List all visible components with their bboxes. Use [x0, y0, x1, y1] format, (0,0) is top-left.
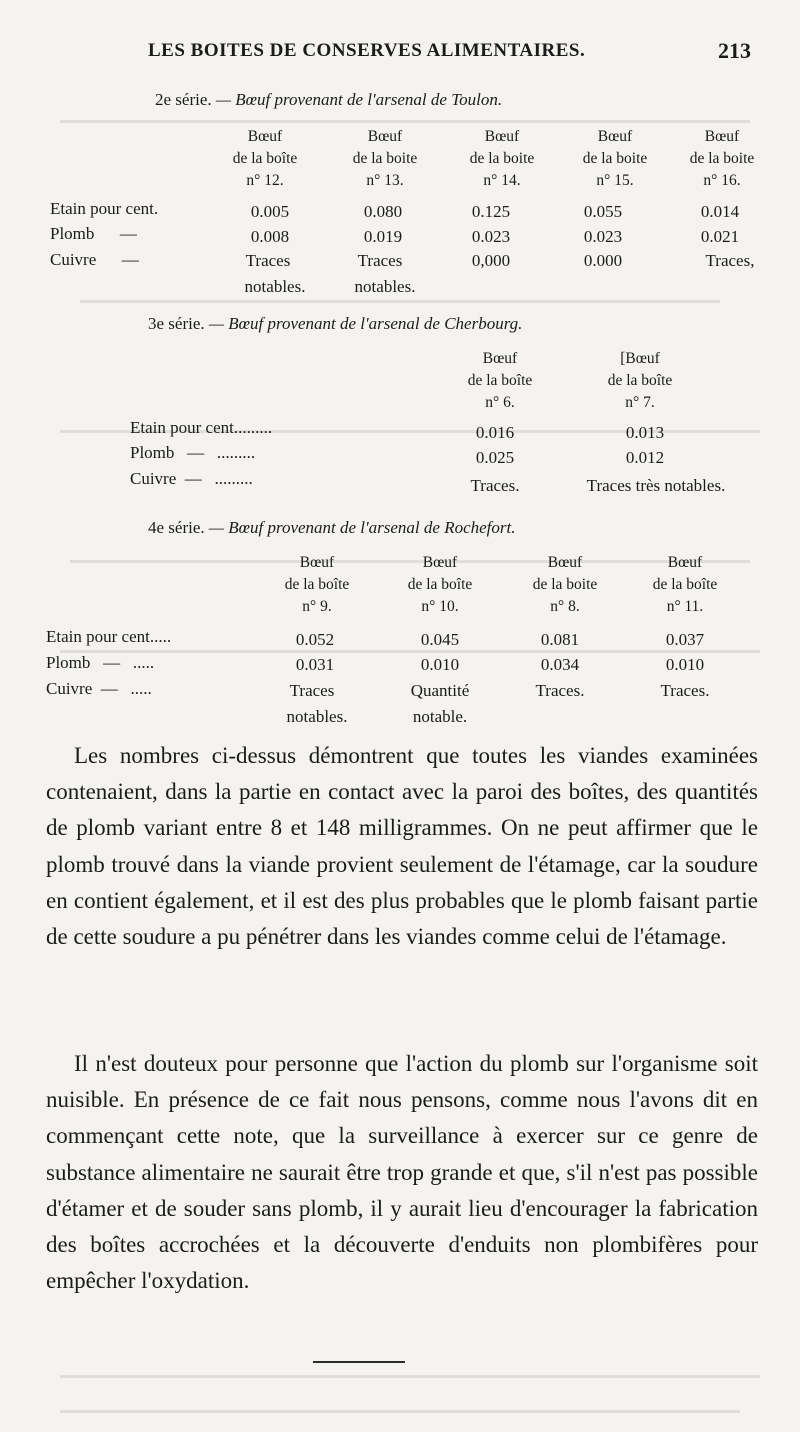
series2-title-text: — Bœuf provenant de l'arsenal de Toulon. — [211, 90, 503, 109]
series4-cell: 0.052 — [295, 630, 335, 649]
series2-cell: 0.014 — [700, 202, 740, 221]
series3-cell: Traces très notables. — [586, 476, 726, 495]
series2-cell: Traces — [357, 251, 403, 270]
body-paragraph-1: Les nombres ci-dessus démontrent que toutes les viandes examinées contenaient, dans la partie en contact avec la paroi des boîtes, des quantités de plomb variant entre 8 et 148 milligrammes. On ne peut affirmer que le plomb trouvé dans la viande provient seulement de l'étamage, car la soudure en contient également, et il est des plus probables que le plomb faisant partie de cette soudure a pu pénétrer dans les viandes comme celui de l'étamage. — [46, 743, 758, 950]
series3-col-2: [Bœuf de la boîte n° 7. — [607, 350, 673, 411]
series2-cell: 0.008 — [250, 227, 290, 246]
series4-title-num: 4e série. — [148, 518, 205, 537]
series4-title — [148, 518, 516, 538]
series4-col-2: Bœuf de la boîte n° 10. — [407, 554, 473, 615]
series2-cell: 0.000 — [583, 251, 623, 270]
series2-cell: 0.005 — [250, 202, 290, 221]
series4-cell: notables. — [286, 707, 348, 726]
series2-title-num: 2e série. — [155, 90, 212, 109]
series4-cell: Traces. — [535, 681, 585, 700]
end-rule — [313, 1361, 405, 1363]
page-number: 213 — [718, 38, 751, 63]
series3-row-label-tin: Etain pour cent......... — [130, 418, 273, 437]
series2-cell: 0.055 — [583, 202, 623, 221]
series2-cell: notables. — [354, 277, 416, 296]
series3-cell: 0.016 — [475, 423, 515, 442]
series4-cell: 0.010 — [420, 655, 460, 674]
series2-cell: 0.023 — [583, 227, 623, 246]
series2-row-label-copper: Cuivre — — [50, 250, 139, 269]
series3-row-label-copper: Cuivre — ......... — [130, 469, 253, 488]
series2-col-1: Bœuf de la boîte n° 12. — [232, 128, 298, 189]
series2-row-label-lead: Plomb — — [50, 224, 137, 243]
body-paragraph-2: Il n'est douteux pour personne que l'action du plomb sur l'organisme soit nuisible. En présence de ce fait nous pensons, comme nous l'avons dit en commençant cette note, que la surveillance à exercer sur ce genre de substance alimentaire ne saurait être trop grande et que, s'il n'est pas possible d'étamer et de souder sans plomb, il y aurait lieu d'encourager la fabrication des boîtes accrochées et la découverte d'enduits non plombifères pour empêcher l'oxydation. — [46, 1051, 758, 1294]
series4-col-4: Bœuf de la boîte n° 11. — [652, 554, 718, 615]
series3-col-1: Bœuf de la boîte n° 6. — [467, 350, 533, 411]
series2-cell: 0.080 — [363, 202, 403, 221]
series2-col-4: Bœuf de la boite n° 15. — [582, 128, 648, 189]
series4-cell: 0.034 — [540, 655, 580, 674]
series2-cell: notables. — [244, 277, 306, 296]
series3-row-label-lead: Plomb — ......... — [130, 443, 256, 462]
series2-cell: 0.125 — [471, 202, 511, 221]
series4-cell: Traces — [289, 681, 335, 700]
series2-row-label-tin: Etain pour cent. — [50, 199, 159, 218]
series2-cell: 0.023 — [471, 227, 511, 246]
page-header — [0, 40, 800, 74]
series4-cell: 0.081 — [540, 630, 580, 649]
running-title: LES BOITES DE CONSERVES ALIMENTAIRES. — [148, 40, 586, 61]
series4-cell: 0.037 — [665, 630, 705, 649]
series4-row-label-copper: Cuivre — ..... — [46, 679, 152, 698]
series4-cell: 0.010 — [665, 655, 705, 674]
series4-cell: 0.045 — [420, 630, 460, 649]
series2-cell: Traces, — [705, 251, 755, 270]
series3-title-num: 3e série. — [148, 314, 205, 333]
series4-row-label-lead: Plomb — ..... — [46, 653, 155, 672]
series2-cell: 0,000 — [471, 251, 511, 270]
series4-title-text: — Bœuf provenant de l'arsenal de Rochefort. — [204, 518, 516, 537]
series3-cell: 0.013 — [625, 423, 665, 442]
series3-cell: Traces. — [470, 476, 520, 495]
series4-col-3: Bœuf de la boite n° 8. — [532, 554, 598, 615]
series4-col-1: Bœuf de la boîte n° 9. — [284, 554, 350, 615]
series3-cell: 0.025 — [475, 448, 515, 467]
series2-col-2: Bœuf de la boite n° 13. — [352, 128, 418, 189]
series2-title — [155, 90, 502, 110]
series2-col-3: Bœuf de la boite n° 14. — [469, 128, 535, 189]
series3-cell: 0.012 — [625, 448, 665, 467]
series4-cell: 0.031 — [295, 655, 335, 674]
series4-cell: notable. — [412, 707, 468, 726]
series3-title-text: — Bœuf provenant de l'arsenal de Cherbourg. — [204, 314, 523, 333]
series2-cell: 0.021 — [700, 227, 740, 246]
series2-cell: Traces — [245, 251, 291, 270]
series4-cell: Quantité — [410, 681, 470, 700]
series4-row-label-tin: Etain pour cent..... — [46, 627, 172, 646]
series3-title — [148, 314, 522, 334]
series2-cell: 0.019 — [363, 227, 403, 246]
series2-col-5: Bœuf de la boite n° 16. — [689, 128, 755, 189]
series4-cell: Traces. — [660, 681, 710, 700]
